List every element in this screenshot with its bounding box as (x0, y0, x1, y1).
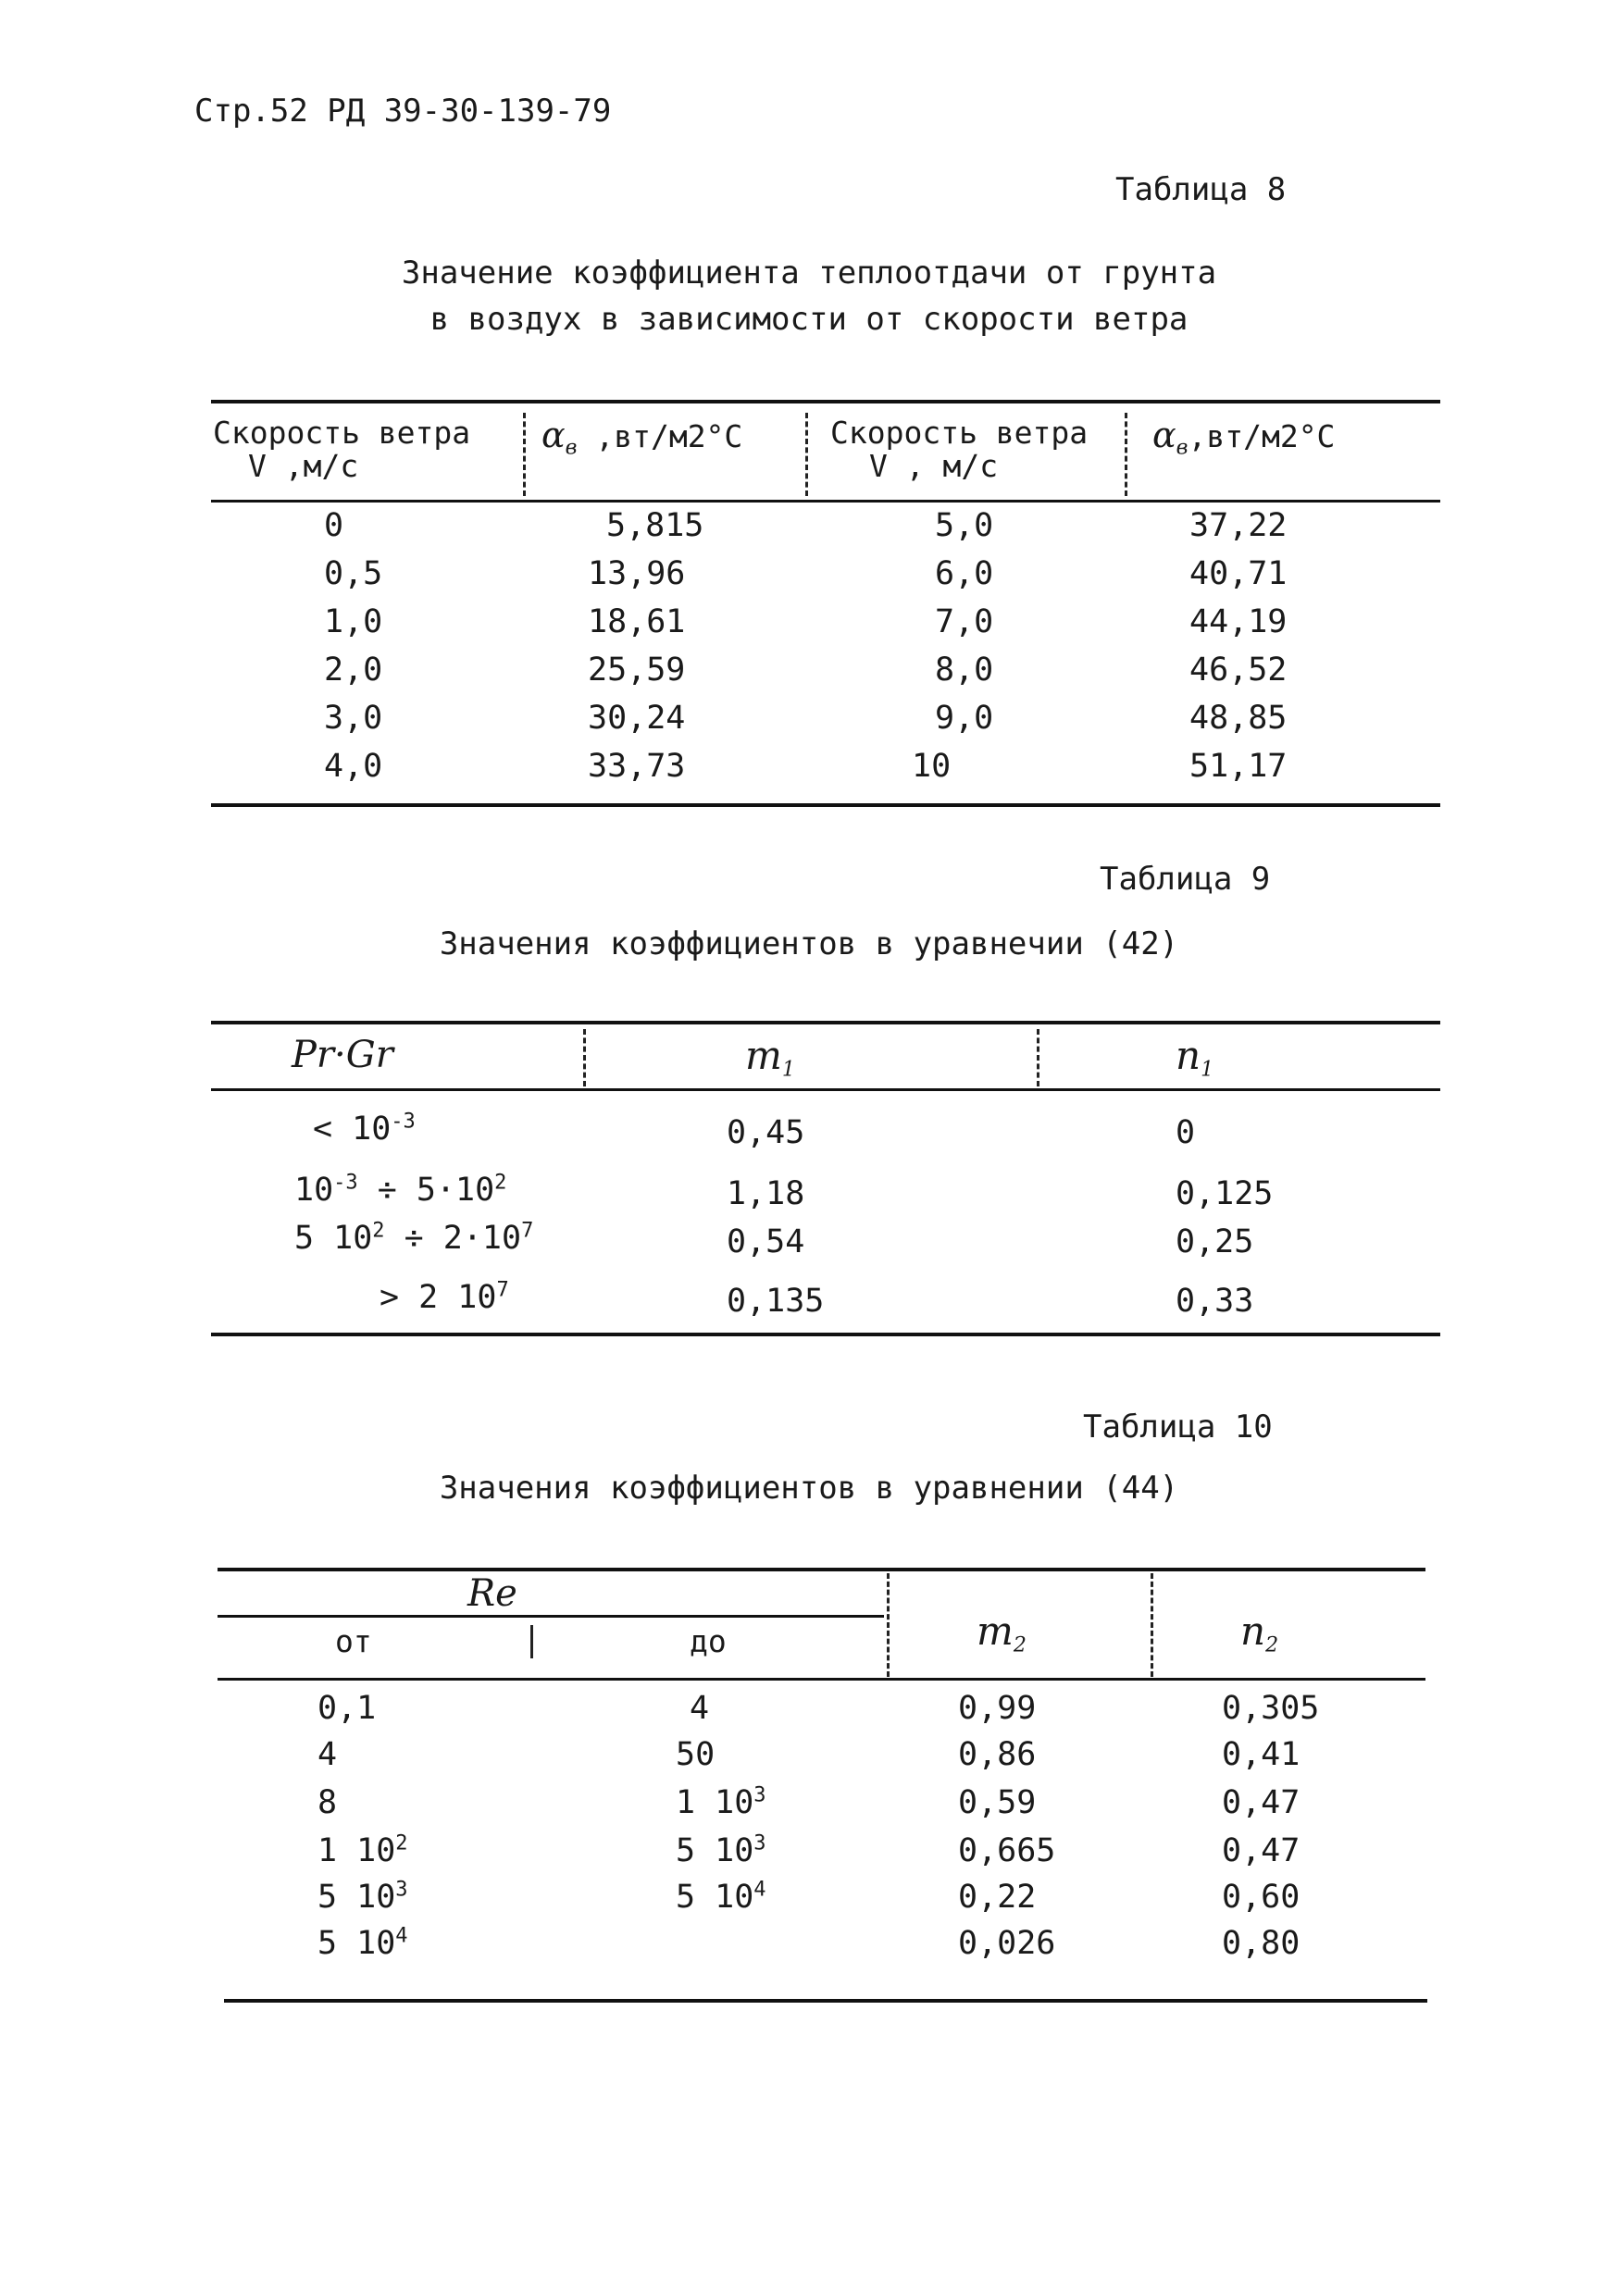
table8-label: Таблица 8 (1115, 171, 1287, 208)
table9-bottom-rule (211, 1333, 1440, 1336)
table10-caption: Значения коэффициентов в уравнении (44) (439, 1470, 1179, 1507)
table10-header-from: от (335, 1623, 372, 1659)
table9-caption: Значения коэффициентов в уравнечии (42) (439, 925, 1179, 962)
table9-header-rule (211, 1088, 1440, 1091)
table10-header-separator (530, 1625, 533, 1658)
table10-header-to: до (690, 1623, 727, 1659)
table8-header-separator (1125, 413, 1127, 496)
table8-top-rule (211, 400, 1440, 403)
table8-header-rule (211, 500, 1440, 503)
table10-header-re: Re (467, 1572, 517, 1615)
table8-caption-line2: в воздух в зависимости от скорости ветра (429, 301, 1189, 338)
table9-top-rule (211, 1021, 1440, 1024)
table8-header-speed-a: Скорость ветра V ,м/с (213, 415, 471, 485)
table8-header-separator (805, 413, 808, 496)
table10-header-rule (218, 1678, 1425, 1681)
table9-header-m1: $m_1$ (745, 1033, 795, 1082)
table8-header-alpha-b: $\alpha_в,вт/м2^\circ С$ (1152, 415, 1336, 460)
table10-re-subrule (218, 1615, 884, 1618)
table10-label: Таблица 10 (1083, 1409, 1273, 1446)
table10-bottom-rule (224, 1999, 1427, 2003)
table10-header-m2: $m_2$ (977, 1608, 1027, 1657)
table9-header-separator (1037, 1029, 1039, 1086)
table9-header-n1: $n_1$ (1176, 1033, 1214, 1082)
table8-header-separator (523, 413, 526, 496)
table10-top-rule (218, 1568, 1425, 1571)
table8-header-alpha-a: $\alpha_в$ ,вт/м2°С (541, 415, 743, 460)
table9-header-prgr: Pr·Gr (292, 1034, 393, 1076)
table9-header-separator (583, 1029, 586, 1086)
table8-header-speed-b: Скорость ветра V , м/с (830, 415, 1089, 485)
table8-bottom-rule (211, 803, 1440, 807)
table10-header-n2: $n_2$ (1240, 1608, 1279, 1657)
table8-caption-line1: Значение коэффициента теплоотдачи от грунта (401, 254, 1217, 292)
table10-header-separator (887, 1573, 890, 1677)
page-header: Стр.52 РД 39-30-139-79 (194, 93, 612, 130)
table9-label: Таблица 9 (1100, 861, 1271, 898)
table10-header-separator (1151, 1573, 1153, 1677)
